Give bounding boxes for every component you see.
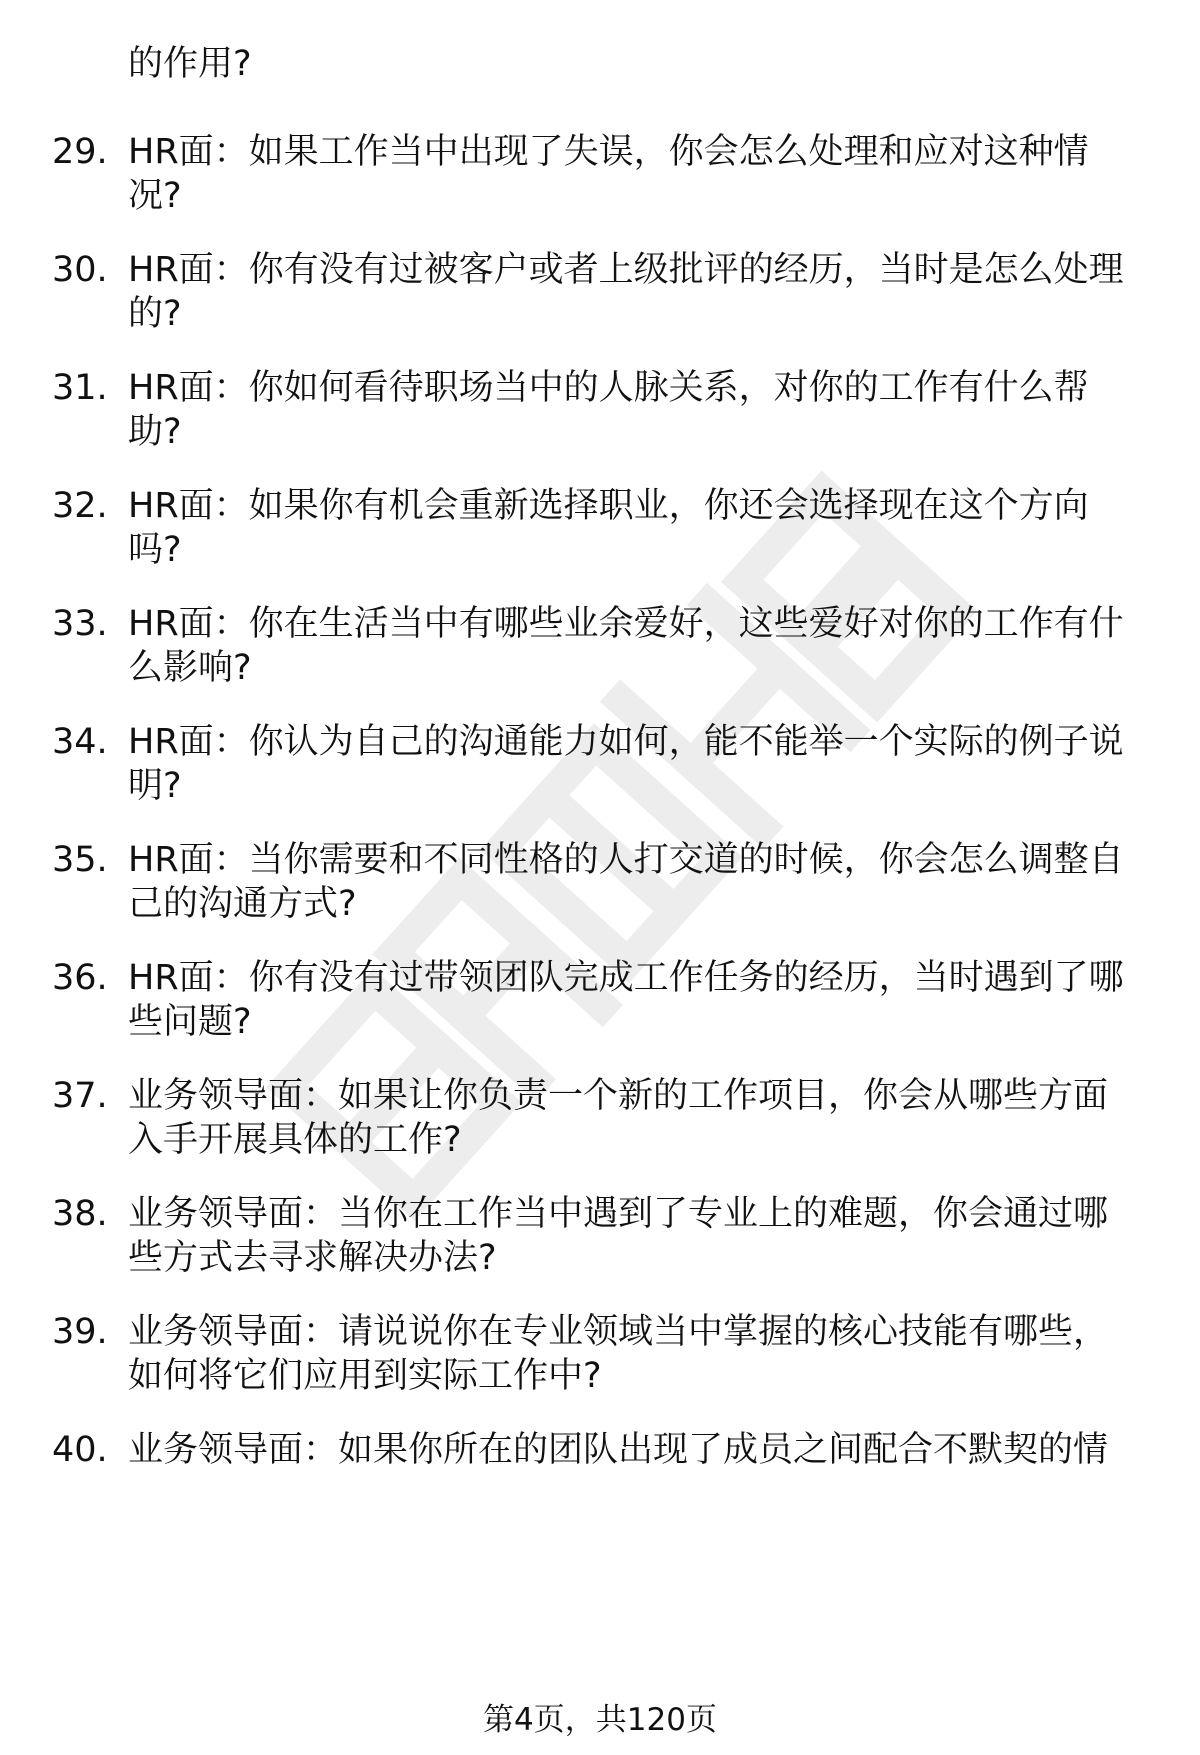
- question-number: 31.: [52, 368, 108, 408]
- continuation-text: 的作用?: [128, 44, 252, 84]
- question-number: 30.: [52, 250, 108, 290]
- question-text-line2: 如何将它们应用到实际工作中?: [128, 1356, 602, 1396]
- question-text-line2: 吗?: [128, 530, 182, 570]
- question-text-line1: HR面：你有没有过带领团队完成工作任务的经历，当时遇到了哪: [128, 958, 1124, 998]
- question-number: 33.: [52, 604, 108, 644]
- question-number: 38.: [52, 1194, 108, 1234]
- question-text-line2: 明?: [128, 766, 182, 806]
- question-number: 37.: [52, 1076, 108, 1116]
- page-footer: 第4页，共120页: [483, 1702, 717, 1738]
- question-text-line2: 己的沟通方式?: [128, 884, 357, 924]
- question-text-line2: 的?: [128, 294, 182, 334]
- question-text-line2: 助?: [128, 412, 182, 452]
- question-number: 29.: [52, 132, 108, 172]
- question-text-line1: HR面：你在生活当中有哪些业余爱好，这些爱好对你的工作有什: [128, 604, 1124, 644]
- question-number: 35.: [52, 840, 108, 880]
- question-text-line1: HR面：你有没有过被客户或者上级批评的经历，当时是怎么处理: [128, 250, 1124, 290]
- question-text-line1: HR面：如果工作当中出现了失误，你会怎么处理和应对这种情: [128, 132, 1089, 172]
- question-text-line1: HR面：你如何看待职场当中的人脉关系，对你的工作有什么帮: [128, 368, 1089, 408]
- question-text-line2: 些方式去寻求解决办法?: [128, 1238, 497, 1278]
- question-text-line2: 入手开展具体的工作?: [128, 1120, 462, 1160]
- question-text-line1: HR面：如果你有机会重新选择职业，你还会选择现在这个方向: [128, 486, 1089, 526]
- question-number: 36.: [52, 958, 108, 998]
- question-text-line2: 些问题?: [128, 1002, 252, 1042]
- question-number: 34.: [52, 722, 108, 762]
- question-text-line1: 业务领导面：请说说你在专业领域当中掌握的核心技能有哪些，: [128, 1312, 1109, 1352]
- question-text-line1: 业务领导面：如果让你负责一个新的工作项目，你会从哪些方面: [128, 1076, 1109, 1116]
- question-text-line1: 业务领导面：如果你所在的团队出现了成员之间配合不默契的情: [128, 1430, 1109, 1470]
- question-text-line1: HR面：当你需要和不同性格的人打交道的时候，你会怎么调整自: [128, 840, 1124, 880]
- question-text-line2: 况?: [128, 176, 182, 216]
- question-number: 32.: [52, 486, 108, 526]
- question-text-line2: 么影响?: [128, 648, 252, 688]
- question-text-line1: HR面：你认为自己的沟通能力如何，能不能举一个实际的例子说: [128, 722, 1124, 762]
- question-number: 40.: [52, 1430, 108, 1470]
- question-text-line1: 业务领导面：当你在工作当中遇到了专业上的难题，你会通过哪: [128, 1194, 1109, 1234]
- question-number: 39.: [52, 1312, 108, 1352]
